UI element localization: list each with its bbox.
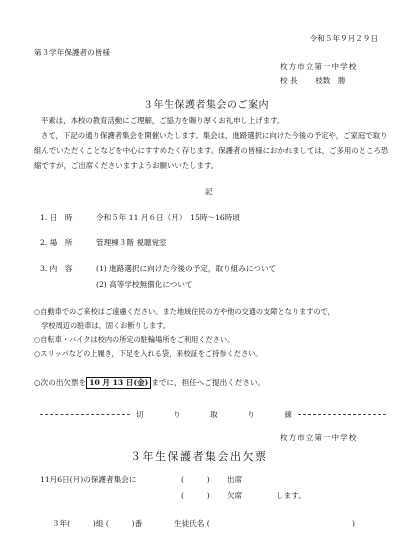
absent-label: 欠席 [227,491,243,500]
recipient: 第３学年保護者の皆様 [34,48,110,57]
note-bicycle: ○自転車・バイクは校内の所定の駐輪場所をご利用ください。 [34,335,235,344]
cut-char: 線 [284,410,292,419]
note-slippers: ○スリッパなどの上履き，下足を入れる袋，来校証をご持参ください。 [34,349,263,358]
deadline-suffix: までに，担任へご提出ください。 [151,378,266,387]
content-item-1: (1) 進路選択に向けた今後の予定，取り組みについて [96,264,277,273]
page-title: ３年生保護者集会のご案内 [143,100,269,111]
cut-dash-right [298,414,386,415]
date-label: 1. 日 時 [40,213,73,222]
cut-char: り [173,410,181,419]
form-question: 11月6日(月)の保護者集会に [40,475,137,484]
content-item-2: (2) 高等学校無償化について [96,280,193,289]
attend-checkbox[interactable]: ( ) [181,475,210,484]
cut-line-label [136,409,292,420]
deadline-date: 10 月 13 日(金) [86,377,151,389]
cut-dash-left [40,414,130,415]
absent-checkbox[interactable]: ( ) [181,491,210,500]
intro-paragraph-2: さて，下記の通り保護者集会を開催いたします。集会は，進路選択に向けた今後の予定や，ご家庭で取り組んでいただくことなどを中心にすすめたく存じます。保護者の皆様におかれましては，ご多用のところ恐縮ですが，ご出席くださいますようお願いいたします。 [34,131,389,170]
note-parking-cont: 学校周辺の駐車は，固くお断りします。 [34,321,170,330]
date-value: 令和５年 11 月６日（月） 15時～16時頃 [96,213,240,222]
intro-paragraph-1: 平素は，本校の教育活動にご理解，ご協力を賜り厚くお礼申し上げます。 [41,116,285,125]
form-school-name: 枚方市立第一中学校 [280,433,358,442]
principal-name: 校 長 枝数 勝 [280,76,346,85]
place-value: 管理棟３階 視聴覚室 [96,238,167,247]
cut-char: 取 [210,410,218,419]
form-title: ３年生保護者集会出欠票 [130,450,268,463]
ki-heading: 記 [205,187,213,196]
deadline-line [34,377,265,389]
document-date: 令和５年９月２９日 [309,34,378,43]
note-parking: ○自動車でのご来校はご遠慮ください。また地域住民の方や他の交通の支障となりますので， [34,307,335,316]
cut-char: り [247,410,255,419]
deadline-prefix: ○次の出欠票を [34,378,87,387]
content-label: 3. 内 容 [40,264,73,273]
cut-line [40,409,386,419]
school-name: 枚方市立第一中学校 [280,62,358,71]
student-name-close: ) [352,519,355,528]
cut-char: 切 [136,410,144,419]
place-label: 2. 場 所 [40,238,73,247]
attend-label: 出席 [227,475,243,484]
grade-class-number-field[interactable]: ３年( )組 ( )番 [52,519,143,528]
form-suffix: します。 [276,491,306,500]
student-name-label: 生徒氏名 ( [174,519,210,528]
